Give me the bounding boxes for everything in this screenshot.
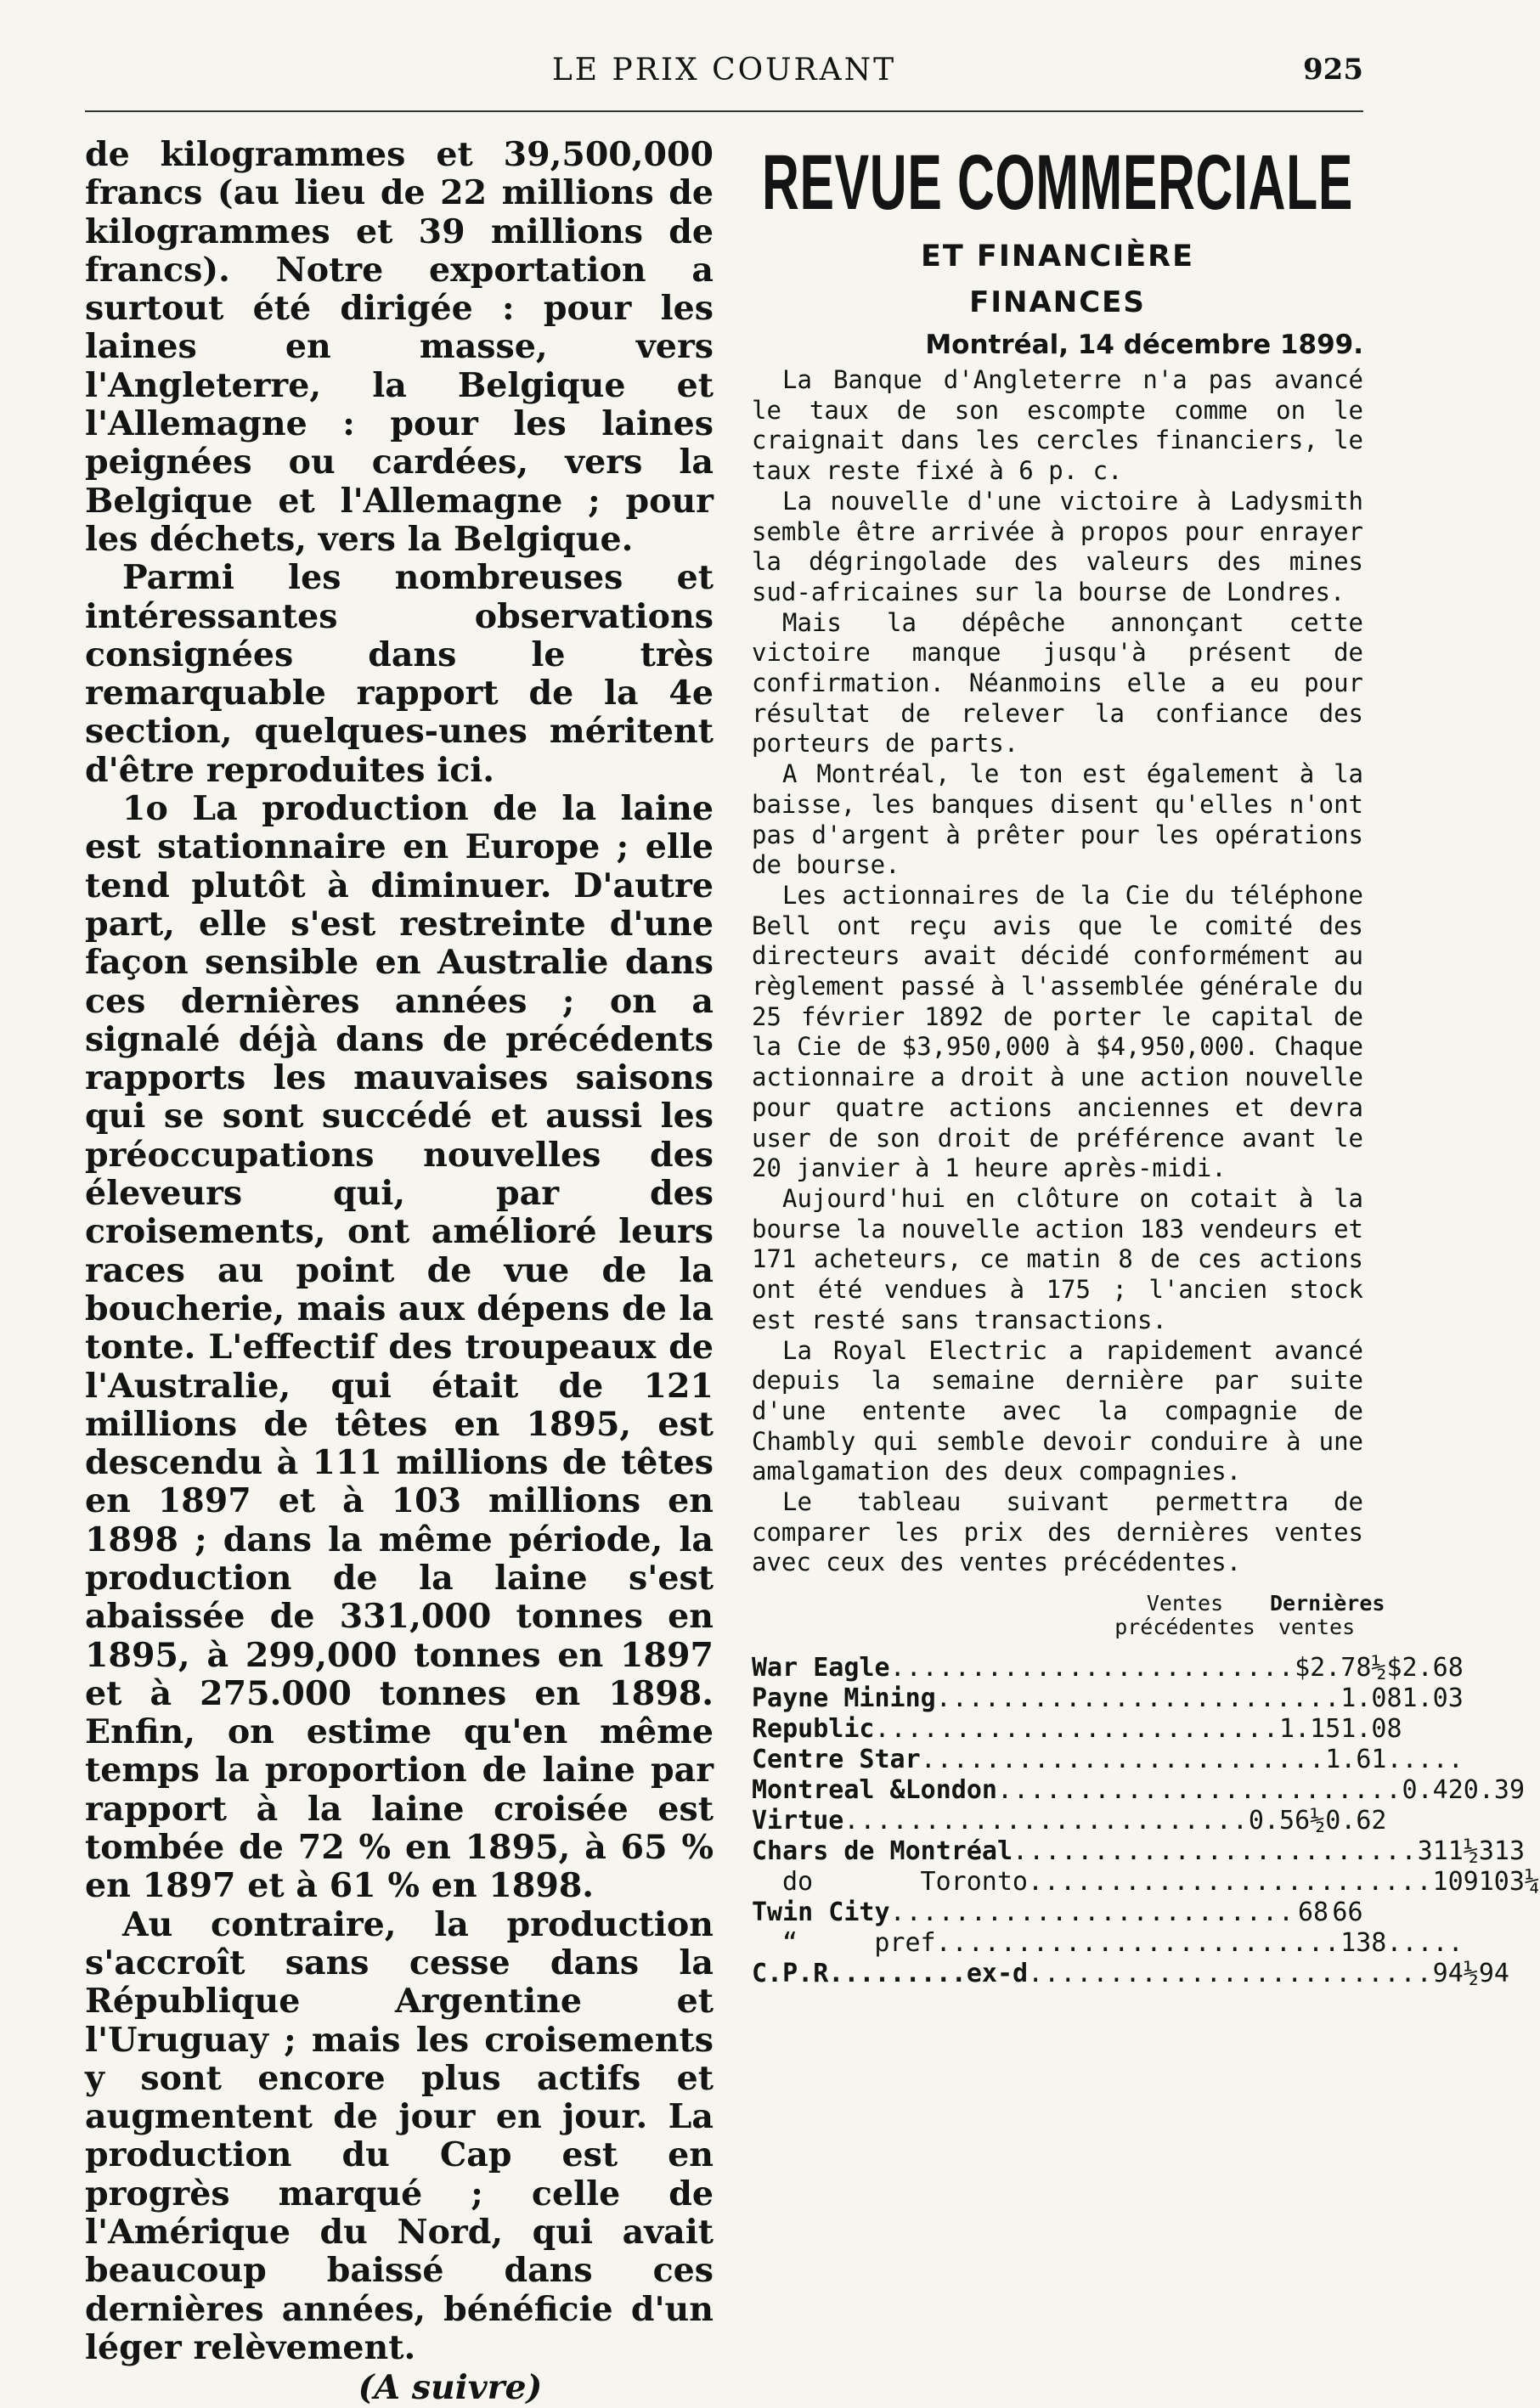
last-price: 313 — [1478, 1836, 1526, 1867]
left-paragraph-3: 1o La production de la laine est stationnaire en Europe ; elle tend plutôt à diminuer. D'autre part, elle s'est restreinte d'une façon sensible en Australie dans ces dernières années ; on a signalé déjà dans de précédents rapports les mauvaises saisons qui se sont succédé et aussi les préoccupations nouvelles des éleveurs qui, par des croisements, ont amélioré leurs races au point de vue de la boucherie, mais aux dépens de la tonte. L'effectif des troupeaux de l'Australie, qui était de 121 millions de têtes en 1895, est descendu à 111 millions de têtes en 1897 et à 103 millions en 1898 ; dans la même période, la production de la laine s'est abaissée de 331,000 tonnes en 1895, à 299,000 tonnes en 1897 et à 275.000 tonnes en 1898. Enfin, on estime qu'en même temps la proportion de laine par rapport à la laine croisée est tombée de 72 % en 1895, à 65 % en 1897 et à 61 % en 1898. — [85, 789, 714, 1906]
col-prev-header — [1100, 1592, 1270, 1639]
table-row: Montreal &London......................... 0.42 0.39 — [752, 1775, 1526, 1806]
col-last-header-line1: Dernières — [1270, 1591, 1385, 1616]
right-paragraph-7: La Royal Electric a rapidement avancé depuis la semaine dernière par suite d'une entente avec la compagnie de Chambly qui semble devoir conduire à une amalgamation des deux compagnies. — [752, 1335, 1363, 1486]
table-row: War Eagle......................... $2.78½ $2.68 — [752, 1653, 1464, 1683]
stock-name: War Eagle — [752, 1653, 890, 1683]
left-column — [85, 136, 714, 2408]
section-title: REVUE COMMERCIALE — [761, 139, 1354, 226]
last-price: 66 — [1332, 1898, 1363, 1928]
col-prev-header-line1: Ventes — [1146, 1591, 1224, 1616]
stock-name: C.P.R.........ex-d — [752, 1959, 1029, 1989]
prev-price: 109 — [1432, 1867, 1479, 1898]
stock-name: “ pref — [782, 1928, 936, 1959]
page-number: 925 — [1303, 53, 1363, 87]
right-paragraph-2: La nouvelle d'une victoire à Ladysmith semble être arrivée à propos pour enrayer la dégringolade des valeurs des mines sud-africaines sur la bourse de Londres. — [752, 486, 1363, 606]
right-paragraph-1: La Banque d'Angleterre n'a pas avancé le taux de son escompte comme on le craignait dans les cercles financiers, le taux reste fixé à 6 p. c. — [752, 365, 1363, 486]
finances-heading: FINANCES — [969, 285, 1146, 319]
left-paragraph-1: de kilogrammes et 39,500,000 francs (au lieu de 22 millions de kilogrammes et 39 millions de francs). Notre exportation a surtout été dirigée : pour les laines en masse, vers l'Angleterre, la Belgique et l'Allemagne : pour les laines peignées ou cardées, vers la Belgique et l'Allemagne ; pour les déchets, vers la Belgique. — [85, 135, 714, 559]
left-paragraph-2: Parmi les nombreuses et intéressantes observations consignées dans le très remarquable rapport de la 4e section, quelques-unes méritent d'être reproduites ici. — [85, 558, 714, 790]
table-row: do Toronto......................... 109 103¼ — [782, 1867, 1540, 1898]
stock-name: Virtue — [752, 1806, 844, 1836]
table-row: Republic......................... 1.15 1.08 — [752, 1714, 1402, 1745]
col-last-header — [1270, 1591, 1385, 1640]
prev-price: 1.08 — [1340, 1683, 1402, 1714]
right-column — [752, 136, 1540, 1989]
prev-price: 0.56½ — [1248, 1806, 1326, 1836]
last-price: 1.08 — [1340, 1714, 1402, 1745]
table-row: Centre Star......................... 1.61 ..... — [752, 1745, 1464, 1775]
stock-name: Payne Mining — [752, 1683, 936, 1714]
prev-price: $2.78½ — [1295, 1653, 1387, 1683]
prev-price: 138 — [1340, 1928, 1387, 1959]
table-row: C.P.R.........ex-d......................... 94½ 94 — [752, 1959, 1509, 1989]
prev-price: 0.42 — [1402, 1775, 1464, 1806]
stock-name: Chars de Montréal — [752, 1836, 1013, 1867]
prev-price: 1.15 — [1279, 1714, 1341, 1745]
col-last-header-line2: ventes — [1278, 1615, 1356, 1640]
left-paragraph-4: Au contraire, la production s'accroît sans cesse dans la République Argentine et l'Uruguay ; mais les croisements y sont encore plus actifs et augmentent de jour en jour. La production du Cap est en progrès marqué ; celle de l'Amérique du Nord, qui avait beaucoup baissé dans ces dernières années, bénéficie d'un léger relèvement. — [85, 1904, 714, 2367]
table-row: Virtue......................... 0.56½ 0.62 — [752, 1806, 1387, 1836]
table-header — [752, 1591, 1385, 1640]
header-rule — [85, 110, 1363, 112]
table-row: Payne Mining......................... 1.08 1.03 — [752, 1683, 1464, 1714]
prev-price: 311½ — [1417, 1836, 1479, 1867]
col-prev-header-line2: précédentes — [1114, 1615, 1255, 1640]
stock-name: Centre Star — [752, 1745, 921, 1775]
last-price: $2.68 — [1386, 1653, 1464, 1683]
last-price: 1.03 — [1402, 1683, 1464, 1714]
right-paragraph-3: Mais la dépêche annonçant cette victoire manque jusqu'à présent de confirmation. Néanmoins elle a eu pour résultat de relever la confiance des porteurs de parts. — [752, 607, 1363, 758]
prev-price: 1.61 — [1325, 1745, 1387, 1775]
page-header — [85, 53, 1363, 104]
prev-price: 68 — [1297, 1898, 1329, 1928]
stock-name: Republic — [752, 1714, 875, 1745]
article-body — [752, 365, 1363, 1578]
table-row: “ pref......................... 138 ..... — [782, 1928, 1464, 1959]
price-table — [752, 1591, 1540, 1989]
table-row: Chars de Montréal......................... 311½ 313 — [752, 1836, 1526, 1867]
right-paragraph-4: A Montréal, le ton est également à la baisse, les banques disent qu'elles n'ont pas d'argent à prêter pour les opérations de bourse. — [752, 759, 1363, 880]
section-subtitle: ET FINANCIÈRE — [920, 240, 1195, 274]
right-paragraph-5: Les actionnaires de la Cie du téléphone Bell ont reçu avis que le comité des directeurs avait décidé conformément au règlement passé à l'assemblée générale du 25 février 1892 de porter le capital de la Cie de $3,950,000 à $4,950,000. Chaque actionnaire a droit à une action nouvelle pour quatre actions anciennes et devra user de son droit de préférence avant le 20 janvier à 1 heure après-midi. — [752, 880, 1363, 1183]
last-price: ..... — [1386, 1745, 1464, 1775]
to-be-continued: (A suivre) — [358, 2368, 543, 2408]
right-paragraph-6: Aujourd'hui en clôture on cotait à la bourse la nouvelle action 183 vendeurs et 171 acheteurs, ce matin 8 de ces actions ont été vendues à 175 ; l'ancien stock est resté sans transactions. — [752, 1183, 1363, 1334]
last-price: 0.39 — [1463, 1775, 1526, 1806]
last-price: 94 — [1478, 1959, 1509, 1989]
prev-price: 94½ — [1432, 1959, 1479, 1989]
table-row: Twin City......................... 68 66 — [752, 1898, 1363, 1928]
last-price: 0.62 — [1325, 1806, 1387, 1836]
right-paragraph-8: Le tableau suivant permettra de comparer les prix des dernières ventes avec ceux des ventes précédentes. — [752, 1487, 1363, 1577]
stock-name: Twin City — [752, 1898, 890, 1928]
dateline: Montréal, 14 décembre 1899. — [925, 330, 1363, 360]
stock-name: Montreal &London — [752, 1775, 997, 1806]
last-price: 103¼ — [1478, 1867, 1540, 1898]
stock-name: do Toronto — [782, 1867, 1028, 1898]
last-price: ..... — [1386, 1928, 1464, 1959]
running-title: LE PRIX COURANT — [551, 53, 897, 87]
